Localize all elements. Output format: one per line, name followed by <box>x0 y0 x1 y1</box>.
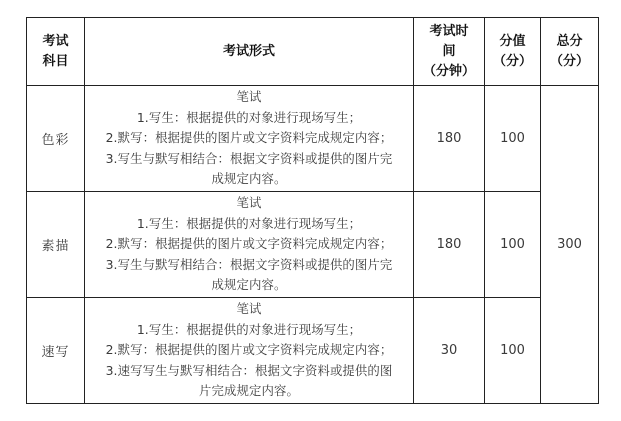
table-header-row <box>27 18 599 86</box>
score-cell: 100 <box>485 192 541 298</box>
total-score-cell: 300 <box>541 86 599 404</box>
subject-cell: 色彩 <box>27 86 85 192</box>
time-cell: 30 <box>414 298 485 404</box>
header-score: 分值 （分） <box>485 18 541 86</box>
subject-cell: 速写 <box>27 298 85 404</box>
header-form: 考试形式 <box>85 18 414 86</box>
exam-subjects-table <box>26 17 599 404</box>
form-cell: 笔试 1.写生：根据提供的对象进行现场写生； 2.默写：根据提供的图片或文字资料完成规定内容； 3.写生与默写相结合：根据文字资料或提供的图片完 成规定内容。 <box>85 86 414 192</box>
header-subject: 考试 科目 <box>27 18 85 86</box>
subject-cell: 素描 <box>27 192 85 298</box>
score-cell: 100 <box>485 86 541 192</box>
header-time: 考试时 间 （分钟） <box>414 18 485 86</box>
time-cell: 180 <box>414 192 485 298</box>
table-row <box>27 298 599 404</box>
time-cell: 180 <box>414 86 485 192</box>
form-cell: 笔试 1.写生：根据提供的对象进行现场写生； 2.默写：根据提供的图片或文字资料完成规定内容； 3.写生与默写相结合：根据文字资料或提供的图片完 成规定内容。 <box>85 192 414 298</box>
score-cell: 100 <box>485 298 541 404</box>
header-total: 总分 （分） <box>541 18 599 86</box>
form-cell: 笔试 1.写生：根据提供的对象进行现场写生； 2.默写：根据提供的图片或文字资料完成规定内容； 3.速写写生与默写相结合：根据文字资料或提供的图 片完成规定内容。 <box>85 298 414 404</box>
table-row <box>27 86 599 192</box>
table-row <box>27 192 599 298</box>
